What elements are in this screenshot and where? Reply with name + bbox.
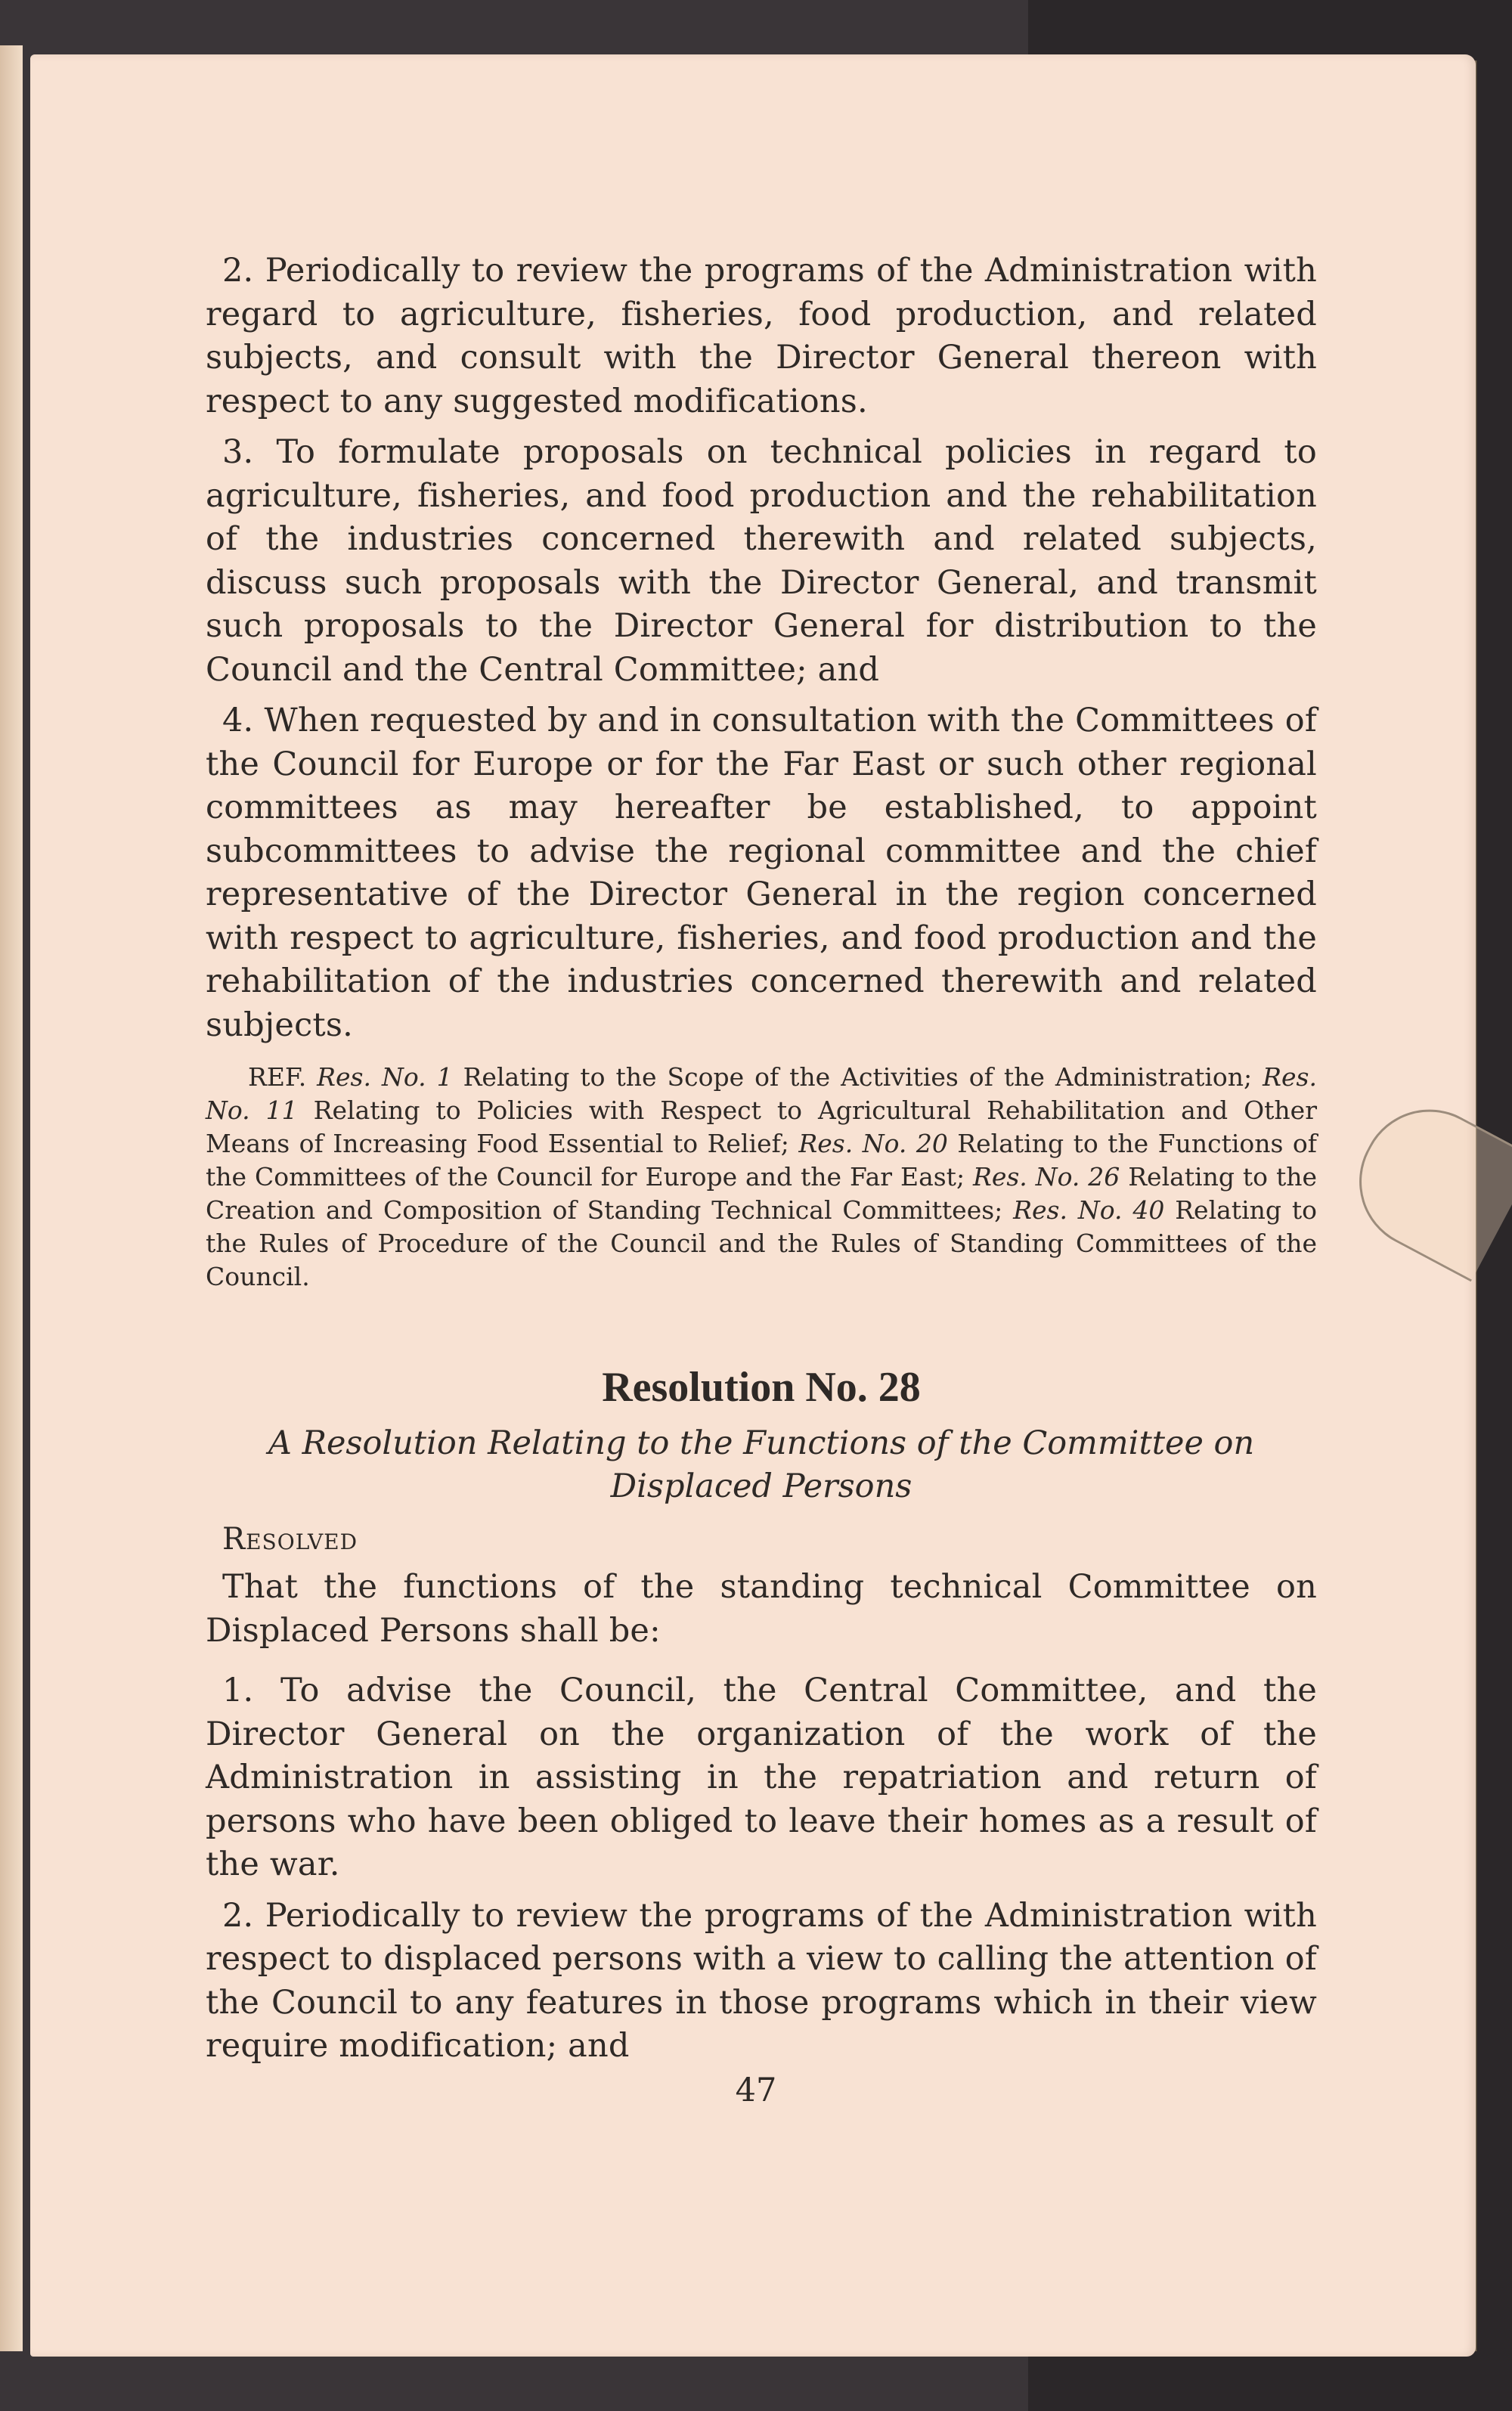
- paragraph-4-agriculture: [206, 699, 1317, 1047]
- paragraph-3-agriculture: [206, 431, 1317, 692]
- paragraph-text: Periodically to review the programs of the Administration with regard to agriculture, fisheries, food production, and related subjects, and consult with the Director General thereon with respect to any suggested modifications.: [206, 252, 1317, 420]
- resolution-paragraph-2: [206, 1895, 1317, 2069]
- paragraph-2-agriculture: [206, 249, 1317, 423]
- reference-text-20: Relating to the Functions of the Committees of the Council for Europe and the Far East;: [206, 1129, 1317, 1192]
- paragraph-number: 2.: [222, 1896, 254, 1935]
- reference-text-40: Relating to the Rules of Procedure of the Council and the Rules of Standing Committees of the Council.: [206, 1195, 1317, 1291]
- reference-text-11: Relating to Policies with Respect to Agricultural Rehabilitation and Other Means of Increasing Food Essential to Relief;: [206, 1095, 1317, 1158]
- resolution-paragraph-1: [206, 1669, 1317, 1887]
- resolved-label: Resolved: [222, 1522, 358, 1557]
- paragraph-number: 3.: [222, 433, 254, 471]
- paragraph-number: 2.: [222, 252, 254, 290]
- resolution-subtitle: A Resolution Relating to the Functions of the Committee on Displaced Persons: [268, 1424, 1255, 1505]
- paragraph-number: 1.: [222, 1672, 254, 1709]
- facing-page-edge: [0, 45, 23, 2351]
- reference-text-26: Relating to the Creation and Composition of Standing Technical Committees;: [206, 1162, 1317, 1225]
- reference-note: [206, 1061, 1317, 1294]
- reference-res-20: Res. No. 20: [798, 1129, 948, 1158]
- paragraph-text: Periodically to review the programs of the Administration with respect to displaced persons with a view to calling the attention of the Council to any features in those programs which in their view require modification; and: [206, 1896, 1317, 2065]
- paragraph-text: To formulate proposals on technical policies in regard to agriculture, fisheries, and food production and the rehabilitation of the industries concerned therewith and related subjects, discuss such proposals with the Director General, and transmit such proposals to the Director General for distribution to the Council and the Central Committee; and: [206, 433, 1317, 689]
- resolution-title: Resolution No. 28: [602, 1364, 921, 1411]
- reference-res-11: Res. No. 11: [206, 1062, 1317, 1125]
- page-text-block: [206, 249, 1317, 2076]
- resolution-intro: That the functions of the standing technical Committee on Displaced Persons shall be:: [206, 1568, 1317, 1650]
- reference-res-26: Res. No. 26: [972, 1162, 1120, 1192]
- reference-prefix: REF.: [248, 1062, 307, 1092]
- reference-res-40: Res. No. 40: [1013, 1195, 1165, 1225]
- paragraph-text: When requested by and in consultation with the Committees of the Council for Europe or for the Far East or such other regional committees as may hereafter be established, to appoint subcommittees to advise the regional committee and the chief representative of the Director General in the region concerned with respect to agriculture, fisheries, and food production and the rehabilitation of the industries concerned therewith and related subjects.: [206, 702, 1317, 1044]
- page-number: 47: [735, 2072, 777, 2109]
- reference-res-1: Res. No. 1: [317, 1062, 453, 1092]
- paragraph-number: 4.: [222, 702, 254, 739]
- reference-text-1: Relating to the Scope of the Activities of the Administration;: [463, 1062, 1253, 1092]
- paragraph-text: To advise the Council, the Central Committee, and the Director General on the organization of the work of the Administration in assisting in the repatriation and return of persons who have been obliged to leave their homes as a result of the war.: [206, 1672, 1317, 1883]
